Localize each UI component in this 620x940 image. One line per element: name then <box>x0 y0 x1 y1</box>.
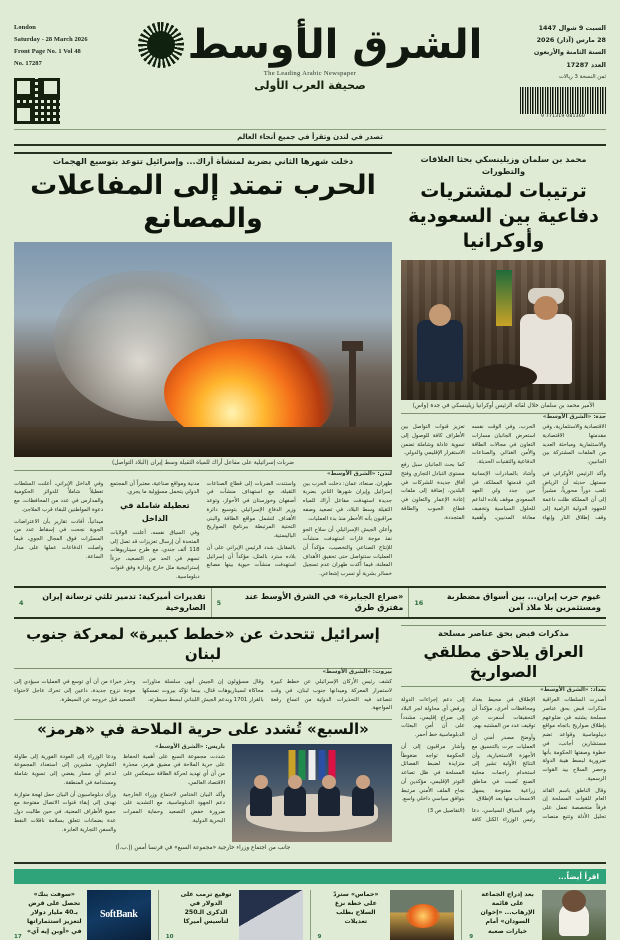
barcode-number: 9 771319 081360 <box>541 113 585 119</box>
paragraph: وقال مسؤولون إن الجيش أنهى سلسلة مناورات محاكاة لسيناريوهات قتال، بينما تؤكد بيروت تمسكها بالقرار 1701 وبدعم الجيش اللبناني لبسط سيطرته. <box>142 679 264 703</box>
promo-item[interactable] <box>14 890 151 940</box>
teaser-text: غيوم حرب إيران... بين أسواق مضطربة ومستثمرين بلا ملاذ آمن <box>446 592 601 612</box>
lead-main-kicker: دخلت شهرها الثاني بضربة لمنشأة أراك... وإسرائيل تتوعد بتوسيع الهجمات <box>52 156 354 167</box>
teaser-item[interactable] <box>14 588 211 617</box>
lead-main-body <box>14 477 392 582</box>
iraq-headline[interactable]: العراق يلاحق مطلقي الصواريخ <box>423 642 584 681</box>
masthead <box>14 0 606 124</box>
story-hormuz[interactable] <box>14 719 392 854</box>
hormuz-body <box>14 750 225 835</box>
lead-left-kicker: محمد بن سلمان وزيلينسكي بحثا العلاقات والتطورات <box>420 154 587 176</box>
paragraph: (التفاصيل ص 3) <box>427 808 465 814</box>
masthead-price: ثمن النسخة 3 ريالات <box>558 73 606 80</box>
paragraph: وأعلن الجيش الإسرائيلي أن سلاح الجو نفذ موجة غارات استهدفت منشآت للإنتاج الصناعي والتخصيب، مؤكداً أن العمليات ستتواصل حتى تحقيق الأهداف المعلنة، فيما أكدت طهران عدم تسجيل خسائر بشرية أو تسرب إشعاعي. <box>302 527 392 578</box>
g7-meeting-photo <box>232 744 392 842</box>
paragraph: كما بحث الجانبان سبل رفع مستوى التبادل التجاري وفتح آفاق جديدة للشركات في البلدين، إضافة إلى ملفات إعادة الإعمار والتعاون في قطاع الحبوب والطاقة المتجددة. <box>401 462 465 521</box>
teaser-strip <box>14 586 606 619</box>
teaser-page: 5 <box>216 598 222 607</box>
paragraph: طهران، صنعاء، عمان: دخلت الحرب بين إسرائيل وإيران شهرها الثاني بضربة جديدة استهدفت مفاعل أراك للمياه الثقيلة وسط البلاد، في تصعيد وصفه مراقبون بأنه الأخطر منذ بدء العمليات. <box>302 480 392 522</box>
lead-main-inline-headline: تعطيلة شاملة في الداخل <box>120 501 190 523</box>
tagline-bar <box>14 129 606 146</box>
hormuz-caption: جانب من اجتماع وزراء خارجية «مجموعة السبع» في فرنسا أمس (إ.ب.أ) <box>115 844 291 851</box>
paragraph: واستندت الضربات إلى قطاع الصناعات الثقيلة، مع استهداف منشآت في أصفهان وخوزستان في الأحواز، وتوعد وزير الدفاع الإسرائيلي بتوسيع دائرة الأهداف لتشمل مواقع الطاقة والبنى التحتية المرتبطة ببرنامج الصواريخ الباليستية. <box>206 480 296 540</box>
signing-hand-photo <box>239 890 303 940</box>
arak-strike-photo <box>14 242 392 457</box>
lower-main-column <box>14 625 392 854</box>
promo-text: «حماس» ستردّ على خطة نزع السلاح بطلب تعديلات <box>333 890 379 926</box>
paragraph: الاقتصادية والاستثمارية، وفي مقدمتها الاقتصادية والاستثمارية ومباحثة العديد من الملفات المشتركة بين الجانبين. <box>542 424 606 466</box>
masthead-left-info <box>14 22 114 124</box>
paragraph: ورأى دبلوماسيون أن البيان حمل لهجة متوازنة تهدف إلى إبقاء قنوات الاتصال مفتوحة مع جميع الأطراف المعنية، في حين طالبت دول عدة بضمانات تتعلق بسلامة ناقلات النفط والسفن التجارية العابرة. <box>14 791 116 833</box>
hormuz-headline[interactable]: «السبع» تُشدد على حرية الملاحة في «هرمز» <box>37 720 369 739</box>
promo-page: 10 <box>165 933 174 940</box>
barcode-icon <box>520 87 606 114</box>
masthead-logo-block <box>114 22 506 92</box>
paragraph: ودعا الوزراء إلى العودة الفورية إلى طاولة التفاوض، مشيرين إلى استعداد المجموعة لدعم أي مسار يفضي إلى تسوية شاملة ومستدامة في المنطقة. <box>14 753 116 786</box>
promo-text: «سوفت بنك» تحصل على قرض بـ40 مليار دولار لتعزيز استثماراتها في «أوبن إيه آي» <box>26 890 82 935</box>
story-lebanon[interactable] <box>14 625 392 713</box>
hormuz-byline: باريس: «الشرق الأوسط» <box>154 743 225 750</box>
masthead-issue-en: No. 17287 <box>14 59 42 67</box>
iraq-kicker: مذكرات قبض بحق عناصر مسلحة <box>438 628 569 639</box>
paragraph: وأشار مراقبون إلى أن الحكومة تواجه ضغوطاً متزايدة لضبط الفصائل المسلحة في ظل تصاعد التوتر الإقليمي، مؤكدين أن نجاح الملف الأمني مرتبط بتوافق سياسي داخلي واسع. <box>401 743 465 803</box>
lebanon-byline: بيروت: «الشرق الأوسط» <box>322 669 392 676</box>
masthead-right-info <box>506 22 606 119</box>
teaser-page: 4 <box>18 598 24 607</box>
masthead-year: السنة الثامنة والأربعون <box>533 48 606 57</box>
paragraph: وقال الناطق باسم القائد العام للقوات المسلحة إن فرقاً متخصصة تعمل على تحليل الأدلة وتتبع منصات الإطلاق في محيط بغداد ومحافظات أخرى، مؤكداً أن التحقيقات أسفرت عن توقيف عدد من المشتبه بهم. <box>471 697 606 820</box>
promo-items <box>14 890 606 940</box>
masthead-hijri-date: السبت 9 شوال 1447 <box>538 24 606 32</box>
newspaper-logo-english: The Leading Arabic Newspaper <box>263 70 357 77</box>
teaser-item[interactable] <box>211 588 409 617</box>
promo-item[interactable] <box>469 890 606 940</box>
masthead-page-vol: Front Page No. 1 Vol 48 <box>14 47 81 55</box>
lebanon-headline[interactable]: إسرائيل تتحدث عن «خطط كبيرة» لمعركة جنوب لبنان <box>26 625 380 663</box>
read-also-label: اقرأ أيضاً... <box>558 871 599 881</box>
paragraph: كشف رئيس الأركان الإسرائيلي عن خطط كبيرة لاستمرار المعركة وميدانها جنوب لبنان، في وقت تتصاعد فيه التحذيرات الدولية من اتساع رقعة المواجهة. <box>270 679 392 712</box>
paragraph: ميدانياً، أفادت تقارير بأن الاعتراضات الجوية نجحت في إسقاط عدد من المسيّرات فوق المجال الجوي، فيما واصلت الدفاعات عملها على مدار الساعة. <box>14 518 104 560</box>
lead-left-caption: الأمير محمد بن سلمان خلال لقائه الرئيس أوكرانيا زيلينسكي في جدة (واس) <box>412 403 595 410</box>
masthead-issue-number: العدد 17287 <box>566 60 606 69</box>
story-iraq[interactable] <box>401 625 606 854</box>
promo-item[interactable] <box>318 890 455 940</box>
gaza-explosion-photo <box>390 890 454 940</box>
paragraph: شددت مجموعة السبع على أهمية الحفاظ على حرية الملاحة في مضيق هرمز، محذرة من أن أي تهديد لحركة الطاقة سينعكس على الاقتصاد العالمي. <box>123 753 225 786</box>
promo-page: 17 <box>14 933 22 940</box>
lead-left-body <box>401 420 606 523</box>
teaser-page: 16 <box>414 598 424 607</box>
teaser-text: تقديرات أميركية: تدمير ثلثي ترسانة إيران الصاروخية <box>42 592 206 612</box>
teaser-item[interactable] <box>408 588 606 617</box>
paragraph: وحذر خبراء من أن أي توسع في العمليات سيؤدي إلى موجة نزوح جديدة، داعين إلى تحرك عاجل لاحتواء التصعيد قبل خروجه عن السيطرة. <box>14 679 136 703</box>
promo-text: توقيع ترمب على الدولار في الذكرى الـ250 لتأسيس أميركا <box>180 890 232 926</box>
paragraph: وفي السياق السياسي، دعا رئيس الوزراء الكتل كافة إلى دعم إجراءات الدولة ورفض أي محاولة لجر البلاد إلى صراع إقليمي، مشدداً على أن أمن البعثات الدبلوماسية خط أحمر. <box>401 697 536 823</box>
teaser-text: «صراع الجبابرة» في الشرق الأوسط عند مفترق طرق <box>244 592 404 612</box>
lower-zone <box>14 625 606 854</box>
paragraph: وأكد البيان الختامي لاجتماع وزراء الخارجية دعم الجهود الدبلوماسية، مع التشديد على ضرورة خفض التصعيد وحماية الممرات البحرية الدولية. <box>123 791 225 824</box>
newspaper-logo-arabic: الشرق الأوسط <box>187 22 483 68</box>
masthead-gregorian-date: 28 مارس (آذار) 2026 <box>536 36 606 45</box>
sudan-cleric-photo <box>542 890 606 940</box>
softbank-logo-photo: SoftBank <box>87 890 151 940</box>
paragraph: أصدرت السلطات العراقية مذكرات قبض بحق عناصر مسلحة يشتبه في ضلوعهم بإطلاق صواريخ باتجاه مواقع ديبلوماسية وقواعد تضم مستشارين أجانب، في خطوة وصفتها الحكومة بأنها ضرورية لبسط هيبة الدولة وحصر السلاح بيد القوات الرسمية. <box>542 697 606 782</box>
paragraph: وأشاد بالمبادرات الإنسانية التي قدمتها المملكة، في حين جدد ولي العهد السعودي موقف بلاده الداعم للحلول السياسية وتخفيف معاناة المدنيين، وأهمية تعزيز قنوات التواصل بين الأطراف كافة للوصول إلى تسوية عادلة وشاملة تضمن الاستقرار الإقليمي والدولي. <box>401 424 536 521</box>
lead-main-story[interactable] <box>14 152 392 581</box>
newspaper-subtitle: صحيفة العرب الأولى <box>254 79 366 92</box>
promo-page: 9 <box>317 933 322 940</box>
qr-code-icon[interactable] <box>14 78 60 124</box>
lead-main-byline: لندن: «الشرق الأوسط» <box>327 470 392 477</box>
paragraph: وفي السياق نفسه، أعلنت الولايات المتحدة أن إرسال تعزيزات قد تصل إلى 118 ألف جندي، مع طرح سيناريوهات تسهم في الحد من التصعيد، جزءاً إستراتيجية مثل خارج وإدارة وفق قنوات دبلوماسية. <box>110 529 200 580</box>
paragraph: وفي الداخل الإيراني، أعلنت السلطات تعطيلاً شاملاً للدوائر الحكومية والمدارس في عدد من المحافظات، مع دعوة المواطنين للبقاء قرب الملاجئ. <box>14 480 104 513</box>
promo-item[interactable] <box>166 890 303 940</box>
masthead-date-en: Saturday - 28 March 2026 <box>14 35 88 43</box>
masthead-city: London <box>14 24 36 31</box>
paragraph: وأوضح مصدر أمني أن العمليات جرت بالتنسيق مع الأجهزة الاستخبارية، وأن النتائج الأولية تشير إلى استخدام راجمات محلية الصنع نُصبت في مناطق زراعية مفتوحة يسهل الانسحاب منها بعد الإطلاق. <box>471 735 536 803</box>
mbs-zelensky-photo <box>401 260 606 400</box>
lebanon-body <box>14 675 392 713</box>
lead-left-headline[interactable]: ترتيبات لمشتريات دفاعية بين السعودية وأوكرانيا <box>408 180 599 252</box>
lead-main-headline[interactable]: الحرب تمتد إلى المفاعلات والمصانع <box>30 169 376 234</box>
globe-icon <box>138 22 184 68</box>
top-zone <box>14 152 606 581</box>
lead-left-story[interactable] <box>401 152 606 581</box>
promo-text: بعد إدراج الجماعة على قائمة الإرهاب... «إخوان السودان» أمام خيارات صعبة <box>480 890 535 935</box>
paragraph: بالمقابل، شدد الرئيس الإيراني على أن بلاده سترد بالمثل، مؤكداً أن إسرائيل استهدفت منشآت حيوية بينها مصانع مدنية ومواقع صناعية، معتبراً أن المجتمع الدولي يتحمل مسؤولية ما يجري. <box>110 480 296 569</box>
tagline-text: تصدر في لندن وتقرأ في جميع أنحاء العالم <box>237 133 383 142</box>
promo-page: 9 <box>469 933 474 940</box>
iraq-body <box>401 693 606 825</box>
paragraph: وأكد الرئيس الأوكراني في مستهل حديثه أن الرياض تلعب دوراً محورياً، مشيراً إلى أن المملكة ظلت داعمة للجهود الدولية الرامية إلى وقف إطلاق النار وإنهاء الحرب، وفي الوقت نفسه استعرض الجانبان مسارات التعاون في مجالات الطاقة والأمن الغذائي والصناعات الدفاعية والتقنيات الحديثة. <box>471 424 606 521</box>
iraq-byline: بغداد: «الشرق الأوسط» <box>540 687 606 693</box>
read-also-banner <box>14 869 606 884</box>
promo-section <box>14 862 606 940</box>
lead-left-byline: جدة: «الشرق الأوسط» <box>542 414 606 421</box>
lead-main-caption: ضربات إسرائيلية على مفاعل أراك للمياه الثقيلة وسط إيران (البلاد التواصل) <box>111 459 295 466</box>
